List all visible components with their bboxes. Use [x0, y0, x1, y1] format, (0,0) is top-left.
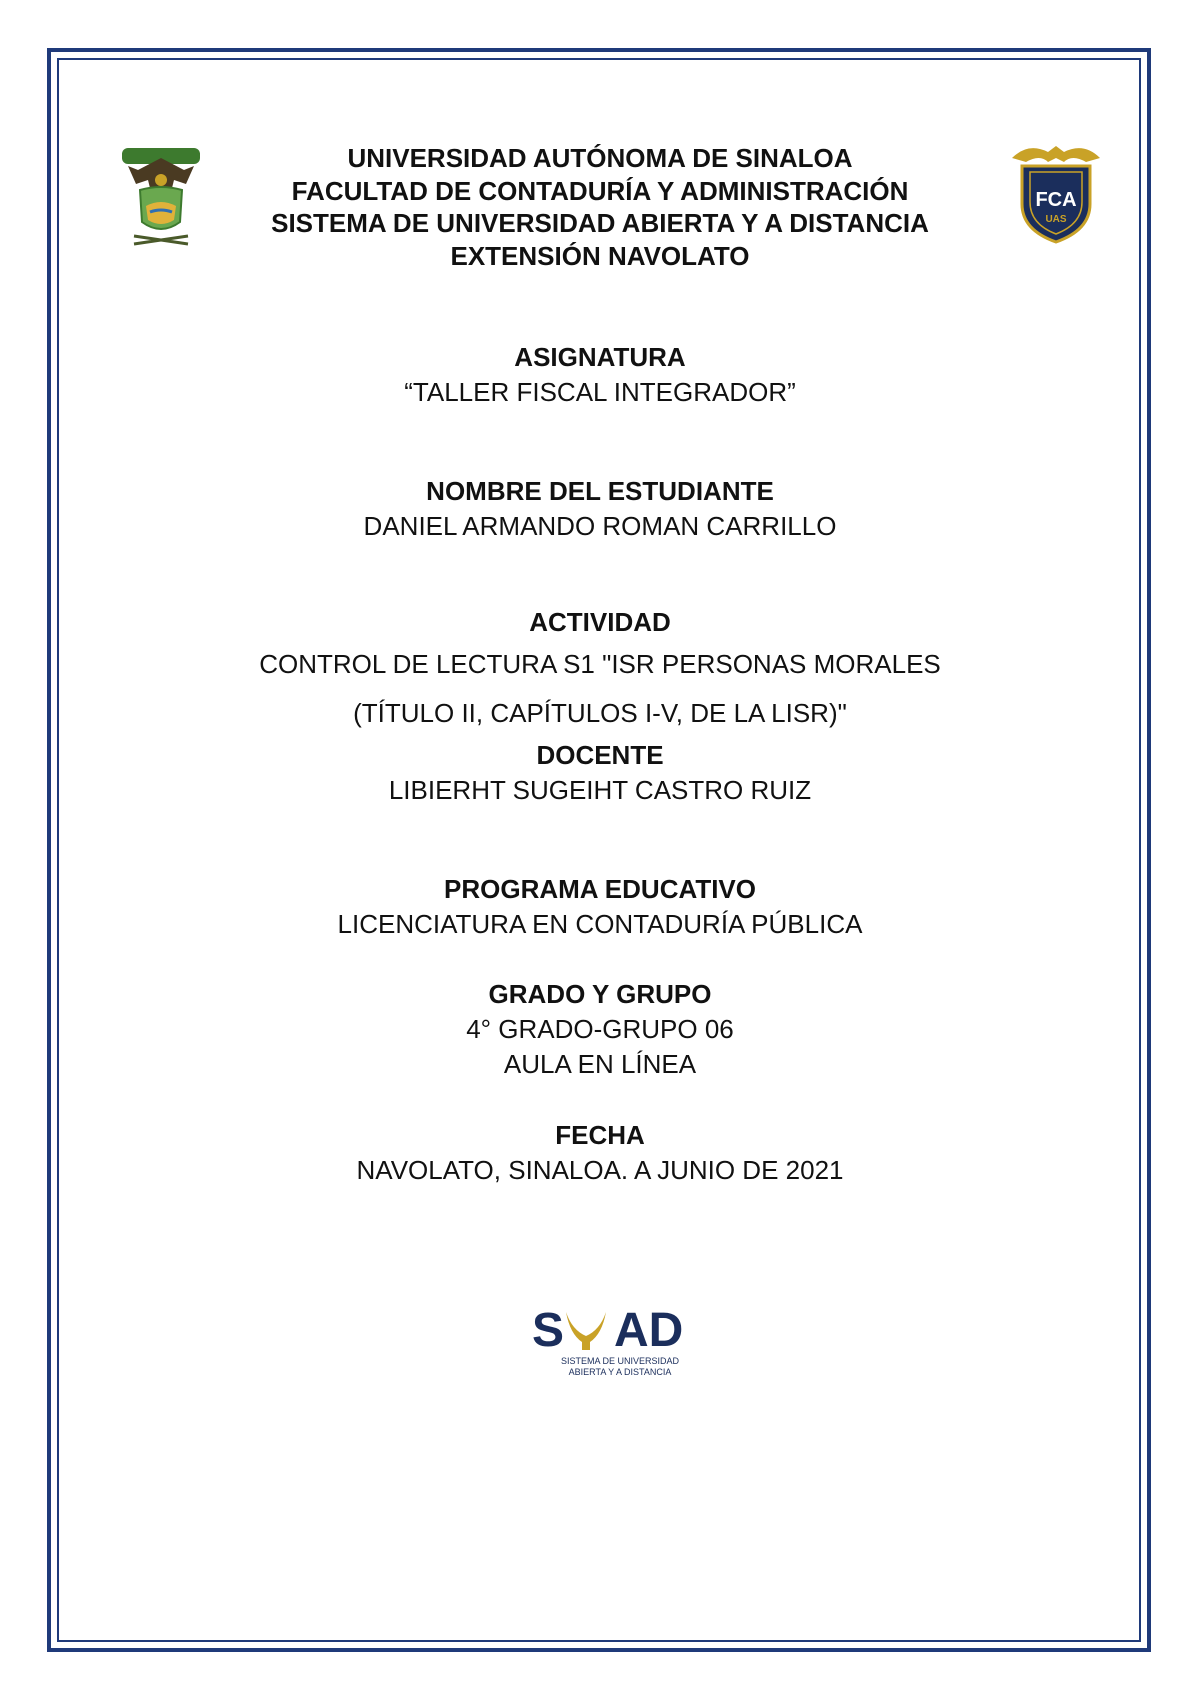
estudiante-label: NOMBRE DEL ESTUDIANTE — [426, 476, 774, 506]
page-border-inner — [57, 58, 1141, 1642]
fecha-label: FECHA — [555, 1120, 645, 1150]
grado-label: GRADO Y GRUPO — [488, 979, 712, 1009]
svg-text:SISTEMA DE UNIVERSIDAD: SISTEMA DE UNIVERSIDAD — [560, 1356, 680, 1366]
grado-value-line1: 4° GRADO-GRUPO 06 — [466, 1014, 734, 1044]
asignatura-label: ASIGNATURA — [514, 342, 686, 372]
header-faculty: FACULTAD DE CONTADURÍA Y ADMINISTRACIÓN — [291, 175, 909, 206]
programa-value: LICENCIATURA EN CONTADURÍA PÚBLICA — [337, 909, 863, 939]
docente-value: LIBIERHT SUGEIHT CASTRO RUIZ — [388, 775, 812, 805]
header-extension: EXTENSIÓN NAVOLATO — [450, 240, 750, 271]
section-estudiante — [150, 474, 1050, 544]
section-grado — [150, 977, 1050, 1082]
actividad-label: ACTIVIDAD — [529, 607, 671, 637]
asignatura-value: “TALLER FISCAL INTEGRADOR” — [404, 377, 796, 407]
section-fecha — [150, 1118, 1050, 1188]
section-programa — [150, 872, 1050, 942]
fca-uas-shield-icon — [1008, 138, 1104, 248]
header-university: UNIVERSIDAD AUTÓNOMA DE SINALOA — [347, 143, 853, 173]
grado-value-line2: AULA EN LÍNEA — [503, 1049, 697, 1079]
docente-label: DOCENTE — [536, 740, 664, 770]
svg-text:FCA: FCA — [1035, 189, 1077, 211]
svg-text:ABIERTA Y A DISTANCIA: ABIERTA Y A DISTANCIA — [568, 1367, 672, 1377]
section-actividad — [150, 605, 1050, 738]
actividad-value-line2: (TÍTULO II, CAPÍTULOS I-V, DE LA LISR)" — [353, 698, 847, 728]
institution-header — [180, 142, 1020, 272]
svg-text:AD: AD — [614, 1304, 684, 1357]
section-asignatura — [150, 340, 1050, 410]
saad-logo-icon — [530, 1300, 710, 1380]
estudiante-value: DANIEL ARMANDO ROMAN CARRILLO — [363, 511, 837, 541]
programa-label: PROGRAMA EDUCATIVO — [444, 874, 756, 904]
svg-text:S: S — [532, 1304, 565, 1357]
section-docente — [150, 738, 1050, 808]
fecha-value: NAVOLATO, SINALOA. A JUNIO DE 2021 — [356, 1155, 844, 1185]
svg-text:UAS: UAS — [1045, 214, 1067, 225]
actividad-value-line1: CONTROL DE LECTURA S1 "ISR PERSONAS MORALES — [259, 649, 941, 679]
header-system: SISTEMA DE UNIVERSIDAD ABIERTA Y A DISTANCIA — [271, 208, 929, 238]
